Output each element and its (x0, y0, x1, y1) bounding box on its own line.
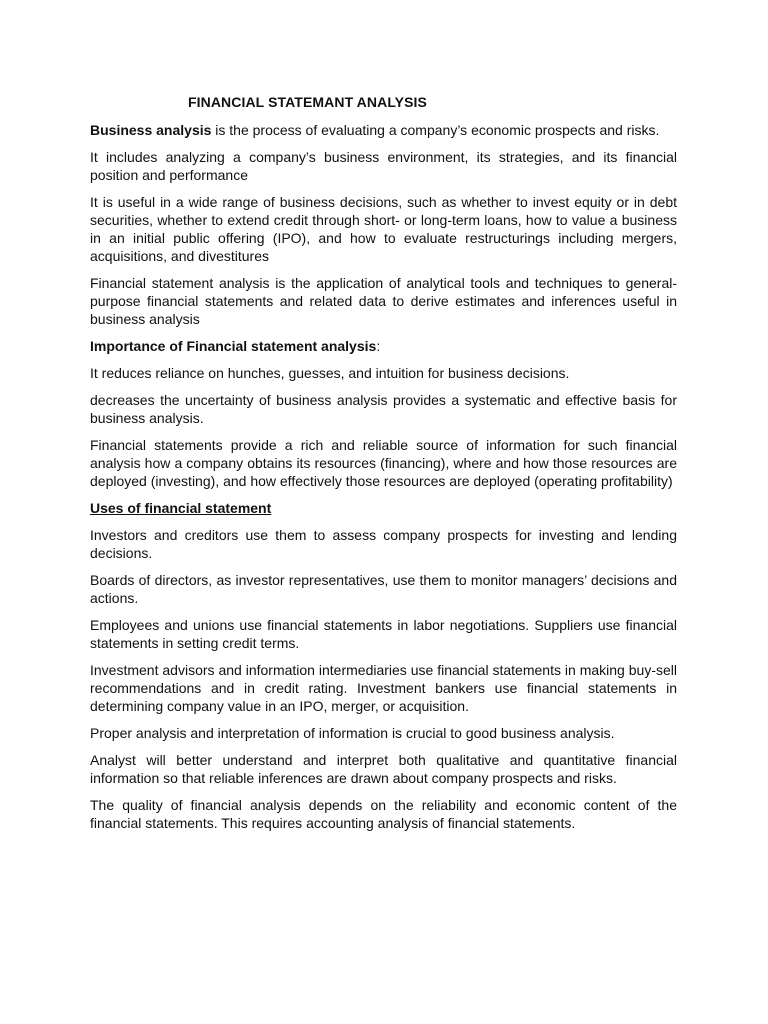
importance-heading-colon: : (376, 338, 381, 354)
importance-paragraph-uncertainty: decreases the uncertainty of business analysis provides a systematic and effective basis for business analysis. (90, 392, 677, 426)
uses-heading: Uses of financial statement (90, 500, 272, 516)
document-page (90, 93, 677, 841)
paragraph-business-decisions: It is useful in a wide range of business decisions, such as whether to invest equity or in debt securities, whether to extend credit through short- or long-term loans, how to value a business in an initial public offering (IPO), and how to evaluate restructurings including mergers, acquisitions, and divestitures (90, 194, 677, 264)
uses-paragraph-analyst: Analyst will better understand and interpret both qualitative and quantitative financial information so that reliable inferences are drawn about company prospects and risks. (90, 752, 677, 786)
intro-text: is the process of evaluating a company’s economic prospects and risks. (211, 122, 660, 138)
paragraph-business-environment: It includes analyzing a company’s business environment, its strategies, and its financial position and performance (90, 149, 677, 183)
uses-paragraph-advisors: Investment advisors and information intermediaries use financial statements in making buy-sell recommendations and in credit rating. Investment bankers use financial statements in determining company value in an IPO, merger, or acquisition. (90, 662, 677, 714)
importance-paragraph-information-source: Financial statements provide a rich and reliable source of information for such financial analysis how a company obtains its resources (financing), where and how those resources are deployed (investing), and how effectively those resources are deployed (operating profitability) (90, 437, 677, 489)
uses-paragraph-investors: Investors and creditors use them to assess company prospects for investing and lending decisions. (90, 527, 677, 561)
uses-paragraph-proper-analysis: Proper analysis and interpretation of information is crucial to good business analysis. (90, 725, 615, 741)
importance-heading-text: Importance of Financial statement analysis (90, 338, 377, 354)
paragraph-fsa-definition: Financial statement analysis is the application of analytical tools and techniques to general-purpose financial statements and related data to derive estimates and inferences useful in business analysis (90, 275, 677, 327)
intro-lead-term: Business analysis (90, 122, 212, 138)
importance-paragraph-reliance: It reduces reliance on hunches, guesses, and intuition for business decisions. (90, 365, 570, 381)
document-title: FINANCIAL STATEMANT ANALYSIS (188, 94, 427, 110)
intro-paragraph (90, 121, 677, 139)
uses-paragraph-boards: Boards of directors, as investor representatives, use them to monitor managers’ decisions and actions. (90, 572, 677, 606)
importance-heading (90, 337, 677, 355)
uses-paragraph-quality: The quality of financial analysis depends on the reliability and economic content of the financial statements. This requires accounting analysis of financial statements. (90, 797, 677, 831)
uses-paragraph-employees: Employees and unions use financial statements in labor negotiations. Suppliers use financial statements in setting credit terms. (90, 617, 677, 651)
